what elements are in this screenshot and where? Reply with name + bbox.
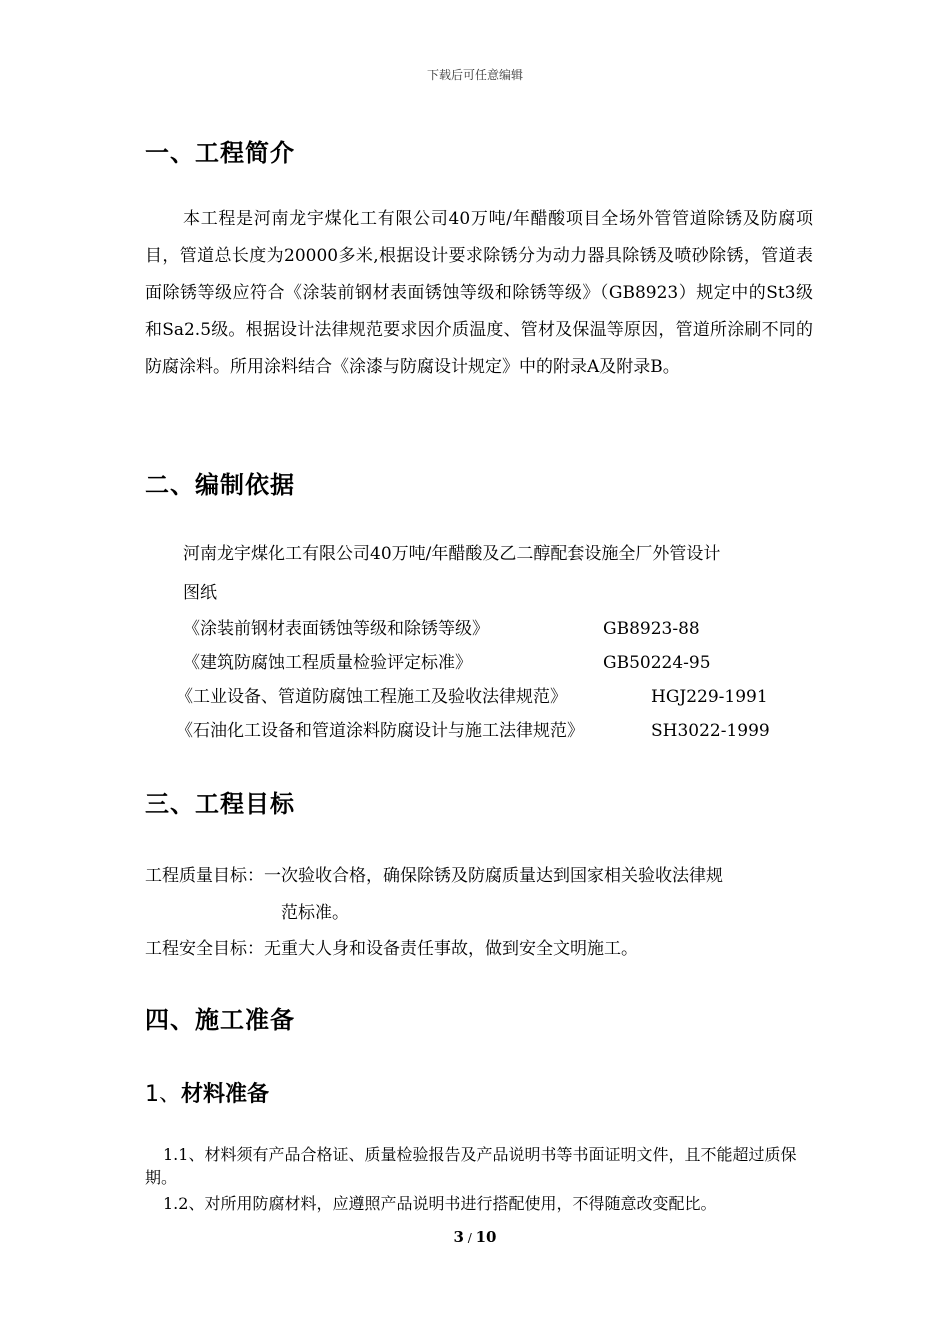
- safety-goal-label: 工程安全目标：: [145, 939, 264, 959]
- standard-name: 《建筑防腐蚀工程质量检验评定标准》: [183, 653, 472, 673]
- basis-drawing-line1: 河南龙宇煤化工有限公司40万吨/年醋酸及乙二醇配套设施全厂外管设计: [183, 544, 721, 564]
- page-number: [0, 1228, 950, 1246]
- section-title-goals: 三、工程目标: [145, 790, 295, 818]
- standard-code: GB50224-95: [603, 653, 711, 673]
- material-item-1-2: 1.2、对所用防腐材料，应遵照产品说明书进行搭配使用，不得随意改变配比。: [163, 1194, 717, 1213]
- subsection-number: 1、: [145, 1082, 181, 1107]
- page-current: 3: [453, 1228, 464, 1246]
- material-item-1-1: 1.1、材料须有产品合格证、质量检验报告及产品说明书等书面证明文件，且不能超过质保期。: [145, 1145, 797, 1187]
- safety-goal-text: 无重大人身和设备责任事故，做到安全文明施工。: [264, 939, 638, 959]
- standard-name: 《涂装前钢材表面锈蚀等级和除锈等级》: [183, 619, 489, 639]
- quality-goal: [145, 864, 723, 888]
- subsection-label: 材料准备: [181, 1082, 270, 1107]
- page-separator: /: [463, 1231, 476, 1245]
- standard-code: SH3022-1999: [651, 721, 770, 741]
- standard-name: 《工业设备、管道防腐蚀工程施工及验收法律规范》: [176, 687, 567, 707]
- quality-goal-continuation: 范标准。: [281, 903, 349, 923]
- basis-drawing-line2: 图纸: [183, 583, 217, 603]
- header-note: 下载后可任意编辑: [426, 68, 523, 82]
- quality-goal-label: 工程质量目标：: [145, 866, 264, 886]
- page-total: 10: [475, 1228, 497, 1246]
- standard-name: 《石油化工设备和管道涂料防腐设计与施工法律规范》: [176, 721, 584, 741]
- quality-goal-text: 一次验收合格，确保除锈及防腐质量达到国家相关验收法律规: [264, 866, 723, 886]
- section-title-basis: 二、编制依据: [145, 471, 295, 499]
- section-title-preparation: 四、施工准备: [145, 1006, 295, 1034]
- standard-code: GB8923-88: [603, 619, 700, 639]
- safety-goal: [145, 937, 638, 961]
- section-title-overview: 一、工程简介: [145, 139, 295, 167]
- standard-code: HGJ229-1991: [651, 687, 768, 707]
- subsection-title-materials: [145, 1077, 269, 1108]
- overview-paragraph: 本工程是河南龙宇煤化工有限公司40万吨/年醋酸项目全场外管管道除锈及防腐项目，管道总长度为20000多米,根据设计要求除锈分为动力器具除锈及喷砂除锈，管道表面除锈等级应符合《涂装前钢材表面锈蚀等级和除锈等级》（GB8923）规定中的St3级和Sa2.5级。根据设计法律规范要求因介质温度、管材及保温等原因，管道所涂刷不同的防腐涂料。所用涂料结合《涂漆与防腐设计规定》中的附录A及附录B。: [145, 209, 813, 377]
